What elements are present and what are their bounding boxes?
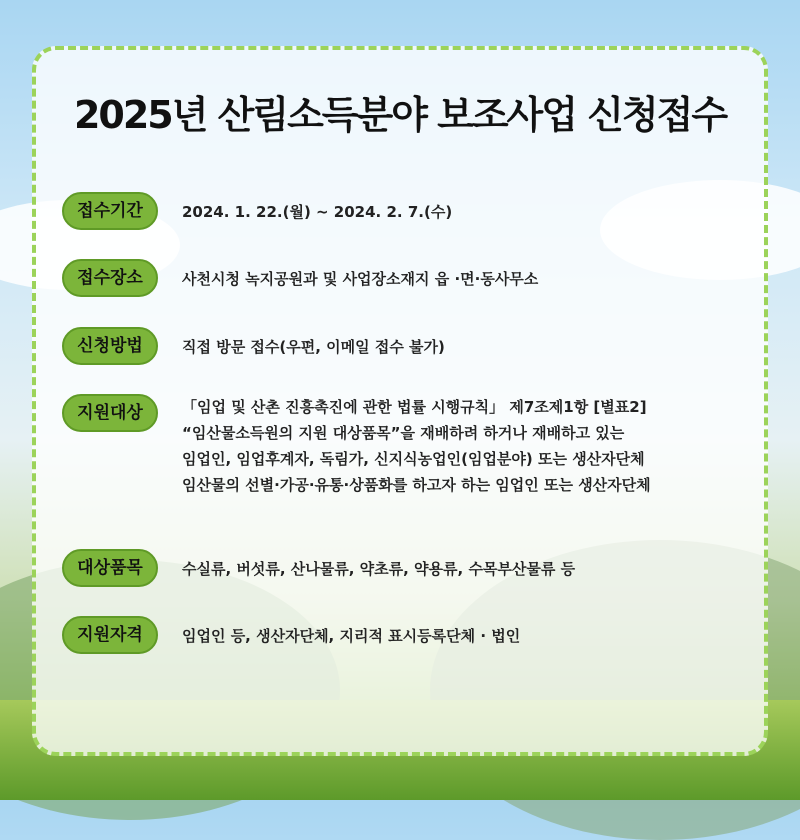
row-label: 지원대상 bbox=[62, 394, 158, 432]
row-value-line: 수실류, 버섯류, 산나물류, 약초류, 약용류, 수목부산물류 등 bbox=[182, 560, 576, 578]
row-value bbox=[182, 199, 452, 225]
row-label: 접수장소 bbox=[62, 259, 158, 297]
row-value bbox=[182, 556, 575, 582]
row-value-line: 임산물의 선별·가공·유통·상품화를 하고자 하는 임업인 또는 생산자단체 bbox=[182, 476, 651, 494]
row-value-line: 직접 방문 접수(우편, 이메일 접수 불가) bbox=[182, 338, 445, 356]
row-value-line: 임업인, 임업후계자, 독림가, 신지식농업인(임업분야) 또는 생산자단체 bbox=[182, 450, 645, 468]
row-value-line: 「임업 및 산촌 진흥촉진에 관한 법률 시행규칙」 제7조제1항 [별표2] bbox=[182, 398, 647, 416]
row-label: 지원자격 bbox=[62, 616, 158, 654]
row-label: 접수기간 bbox=[62, 192, 158, 230]
row-label: 대상품목 bbox=[62, 549, 158, 587]
row-value bbox=[182, 623, 520, 649]
row-value-line: “임산물소득원의 지원 대상품목”을 재배하려 하거나 재배하고 있는 bbox=[182, 424, 625, 442]
row-value-line: 임업인 등, 생산자단체, 지리적 표시등록단체 · 법인 bbox=[182, 627, 521, 645]
row-value bbox=[182, 394, 651, 498]
row-value-line: 2024. 1. 22.(월) ~ 2024. 2. 7.(수) bbox=[182, 203, 453, 221]
row-value bbox=[182, 334, 445, 360]
page-title: 2025년 산림소득분야 보조사업 신청접수 bbox=[73, 93, 727, 137]
row-label: 신청방법 bbox=[62, 327, 158, 365]
row-value-line: 사천시청 녹지공원과 및 사업장소재지 읍 ·면·동사무소 bbox=[182, 270, 539, 288]
row-value bbox=[182, 266, 538, 292]
